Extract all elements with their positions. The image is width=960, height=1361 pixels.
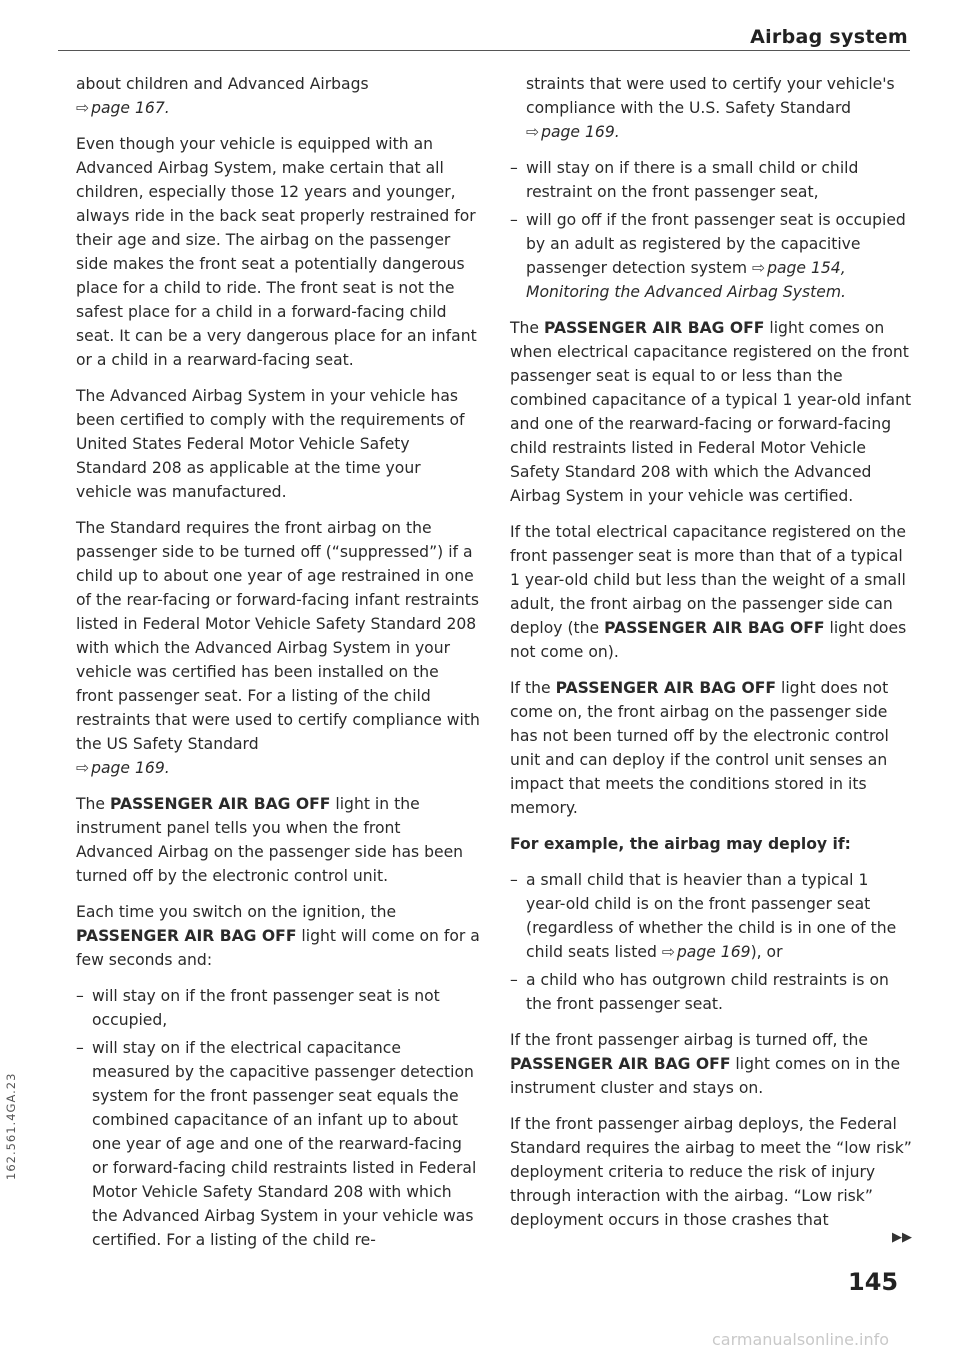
reference-arrow-icon: ⇨ — [76, 99, 90, 117]
section-title: Airbag system — [750, 26, 908, 48]
list-item-text: a small child that is heavier than a typical 1 year-old child is on the front passenger seat (regardless of whether the child is in one of the child seats listed — [526, 871, 897, 961]
paragraph: If the front passenger airbag deploys, the Federal Standard requires the airbag to meet the “low risk” deployment criteria to reduce the risk of injury through interaction with the airbag. “Low risk” deployment occurs in those crashes that — [510, 1115, 912, 1229]
paragraph — [76, 516, 480, 780]
paragraph — [510, 316, 912, 508]
warning-light-name: PASSENGER AIR BAG OFF — [555, 679, 777, 697]
list-item-text: will stay on if the front passenger seat is not occupied, — [92, 987, 440, 1029]
text-run: The — [510, 319, 544, 337]
watermark: carmanualsonline.info — [712, 1330, 890, 1349]
warning-light-name: PASSENGER AIR BAG OFF — [604, 619, 825, 637]
list-item — [510, 868, 912, 964]
dash-icon: – — [510, 871, 518, 889]
warning-light-name: PASSENGER AIR BAG OFF — [510, 1055, 731, 1073]
subheading: For example, the airbag may deploy if: — [510, 835, 851, 853]
page-reference[interactable] — [526, 123, 620, 141]
paragraph-text: The Standard requires the front airbag on the passenger side to be turned off (“suppressed”) if a child up to about one year of age restrained in one of the rear-facing or forward-facing infant restraints listed in Federal Motor Vehicle Safety Standard 208 with which the Advanced Airbag System in your vehicle was certified has been installed on the front passenger seat. For a listing of the child restraints that were used to certify compliance with the US Safety Standard — [76, 519, 480, 753]
paragraph: The Advanced Airbag System in your vehicle has been certified to comply with the requirements of United States Federal Motor Vehicle Safety Standard 208 as applicable at the time your vehicle was manufactured. — [76, 387, 465, 501]
list-item-text: will stay on if there is a small child or child restraint on the front passenger seat, — [526, 159, 859, 201]
page-reference[interactable] — [76, 759, 170, 777]
page-reference[interactable] — [76, 99, 170, 117]
reference-arrow-icon: ⇨ — [526, 123, 540, 141]
text-run: light comes on when electrical capacitance registered on the front passenger seat is equal to or less than the combined capacitance of a typical 1 year-old infant and one of the rearward-facing or forward-facing child restraints listed in Federal Motor Vehicle Safety Standard 208 with which the Advanced Airbag System in your vehicle was certified. — [510, 319, 912, 505]
header-rule — [58, 50, 910, 51]
left-column — [76, 72, 480, 1264]
page-reference[interactable] — [662, 943, 751, 961]
dash-icon: – — [76, 1039, 84, 1057]
text-run: If the — [510, 679, 556, 697]
text-run: If the total electrical capacitance registered on the front passenger seat is more than that of a typical 1 year-old child but less than the weight of a small adult, the front airbag on the passenger side can deploy (the — [510, 523, 906, 637]
list-item — [510, 208, 912, 304]
dash-icon: – — [510, 159, 518, 177]
dash-icon: – — [510, 211, 518, 229]
paragraph — [76, 72, 480, 120]
text-run: light will come on for a few seconds and: — [76, 927, 480, 969]
bullet-list — [76, 984, 480, 1252]
paragraph-text: about children and Advanced Airbags — [76, 75, 369, 93]
text-run: light in the instrument panel tells you when the front Advanced Airbag on the passenger side has been turned off by the electronic control unit. — [76, 795, 464, 885]
reference-arrow-icon: ⇨ — [76, 759, 90, 777]
list-item — [76, 984, 480, 1032]
warning-light-name: PASSENGER AIR BAG OFF — [543, 319, 765, 337]
text-run: Each time you switch on the ignition, the — [76, 903, 397, 921]
warning-light-name: PASSENGER AIR BAG OFF — [109, 795, 331, 813]
list-item-text: ), or — [750, 943, 783, 961]
reference-text: page 169 — [676, 943, 751, 961]
page-number: 145 — [848, 1268, 899, 1296]
reference-arrow-icon: ⇨ — [661, 943, 675, 961]
paragraph — [76, 900, 480, 972]
reference-text: page 169. — [91, 759, 170, 777]
text-run: The — [76, 795, 110, 813]
text-run: light does not come on, the front airbag on the passenger side has not been turned off by the electronic control unit and can deploy if the control unit senses an impact that meets the conditions stored in its memory. — [510, 679, 889, 817]
paragraph — [510, 520, 912, 664]
paragraph — [76, 792, 480, 888]
reference-text: page 167. — [91, 99, 170, 117]
dash-icon: – — [510, 971, 518, 989]
text-run: light comes on in the instrument cluster and stays on. — [510, 1055, 901, 1097]
paragraph — [510, 1028, 912, 1100]
bullet-list — [510, 868, 912, 1016]
paragraph — [510, 72, 912, 144]
list-item-text: will go off if the front passenger seat is occupied by an adult as registered by the capacitive passenger detection system — [526, 211, 906, 277]
text-run: If the front passenger airbag is turned off, the — [510, 1031, 868, 1049]
list-item — [510, 968, 912, 1016]
paragraph-text: straints that were used to certify your vehicle's compliance with the U.S. Safety Standard — [526, 75, 895, 117]
paragraph — [510, 676, 912, 820]
paragraph: Even though your vehicle is equipped with an Advanced Airbag System, make certain that all children, especially those 12 years and younger, always ride in the back seat properly restrained for their age and size. The airbag on the passenger side makes the front seat a potentially dangerous place for a child to ride. The front seat is not the safest place for a child in a forward-facing child seat. It can be a very dangerous place for an infant or a child in a rearward-facing seat. — [76, 135, 477, 369]
continue-arrow-icon: ▶▶ — [892, 1230, 912, 1245]
list-item-text: a child who has outgrown child restraints is on the front passenger seat. — [526, 971, 889, 1013]
right-column — [510, 72, 912, 1244]
reference-text: page 169. — [541, 123, 620, 141]
list-item — [510, 156, 912, 204]
warning-light-name: PASSENGER AIR BAG OFF — [76, 927, 297, 945]
bullet-list — [510, 156, 912, 304]
list-item-text: will stay on if the electrical capacitance measured by the capacitive passenger detection system for the front passenger seat equals the combined capacitance of an infant up to about one year of age and one of the rearward-facing or forward-facing child restraints listed in Federal Motor Vehicle Safety Standard 208 with which the Advanced Airbag System in your vehicle was certified. For a listing of the child re- — [92, 1039, 477, 1249]
reference-arrow-icon: ⇨ — [751, 259, 766, 277]
list-item — [76, 1036, 480, 1252]
dash-icon: – — [76, 987, 84, 1005]
text-run: light does not come on). — [510, 619, 907, 661]
document-code: 162.561.4GA.23 — [4, 1072, 18, 1180]
reference-text: page 154, Monitoring the Advanced Airbag System. — [526, 259, 846, 301]
